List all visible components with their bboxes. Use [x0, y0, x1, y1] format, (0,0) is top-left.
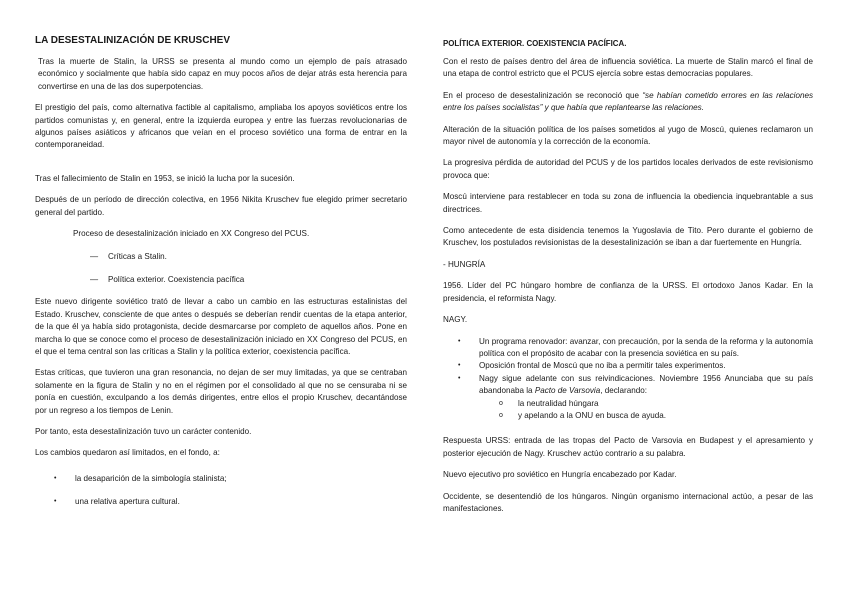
bullet-marker: •: [458, 362, 461, 370]
sub-bullet-marker: o: [499, 411, 503, 419]
sub-list-item-label: y apelando a la ONU en busca de ayuda.: [518, 410, 667, 420]
paragraph-contained: Por tanto, esta desestalinización tuvo un carácter contenido.: [35, 426, 252, 436]
list-item-label: una relativa apertura cultural.: [75, 497, 180, 507]
list-item: [443, 373, 813, 398]
paragraph-kruschev-elected: Después de un período de dirección colectiva, en 1956 Nikita Kruschev fue elegido primer secretario general del partido.: [35, 195, 407, 217]
paragraph-urss-response: Respuesta URSS: entrada de las tropas del Pacto de Varsovia en Budapest y el apresamiento y posterior ejecución de Nagy. Kruschev actúo contrario a su palabra.: [443, 436, 813, 458]
dash-marker: —: [90, 252, 99, 262]
paragraph-soviet-area: Con el resto de países dentro del área de influencia soviética. La muerte de Stalin marcó el final de una etapa de control estricto que el PCUS ejercía sobre estas democracias populares.: [443, 57, 813, 79]
paragraph-1956: 1956. Líder del PC húngaro hombre de confianza de la URSS. El ortodoxo Janos Kadar. En la presidencia, el reformista Nagy.: [443, 281, 813, 303]
dash-item-label: Críticas a Stalin.: [108, 252, 167, 262]
right-column: [443, 38, 813, 515]
paragraph-prestige: El prestigio del país, como alternativa factible al capitalismo, ampliaba los apoyos soviéticos entre los partidos comunistas y, en general, entre la izquierda europea y entre las fuerzas revolucionarias de algunos países asiáticos y africanos que veían en el proceso soviético una forma de entrar en la contemporaneidad.: [35, 103, 407, 150]
paragraph-new-executive: Nuevo ejecutivo pro soviético en Hungría encabezado por Kadar.: [443, 470, 677, 480]
section-title-foreign-policy: POLÍTICA EXTERIOR. COEXISTENCIA PACÍFICA.: [443, 39, 627, 48]
dash-item-label: Política exterior. Coexistencia pacífica: [108, 274, 245, 284]
document-title: LA DESESTALINIZACIÓN DE KRUSCHEV: [35, 35, 231, 46]
section-label-nagy: NAGY.: [443, 315, 468, 325]
bullet-marker: •: [54, 498, 57, 506]
paragraph-alteration: Alteración de la situación política de los países sometidos al yugo de Moscú, quienes reclamaron un mayor nivel de autonomía y la corrección de la economía.: [443, 124, 813, 147]
list-item-label: la desaparición de la simbología stalinista;: [75, 473, 227, 483]
left-column: [35, 35, 407, 520]
list-item: [443, 360, 813, 372]
paragraph-yugoslavia: Como antecedente de esta disidencia tenemos la Yugoslavia de Tito. Pero durante el gobierno de Kruschev, los postulados revisionistas de la desestalinización se iban a dar fuertemente en Hungría.: [443, 226, 813, 248]
paragraph-changes-limited: Los cambios quedaron así limitados, en el fondo, a:: [35, 448, 220, 458]
dash-marker: —: [90, 274, 99, 284]
bullet-marker: •: [458, 337, 461, 345]
sub-list-item: [443, 398, 813, 410]
sub-bullet-marker: o: [499, 399, 503, 407]
paragraph-succession: Tras el fallecimiento de Stalin en 1953, se inició la lucha por la sucesión.: [35, 173, 295, 183]
sub-list-item: [443, 410, 813, 422]
paragraph-intro: Tras la muerte de Stalin, la URSS se presenta al mundo como un ejemplo de país atrasado económico y socialmente que había sido capaz en muy pocos años de dejar atrás esta herencia para convertirse en una de las dos superpotencias.: [38, 57, 407, 91]
errors-quote: “se habían cometido errores en las relaciones entre los países socialistas” y que había que replantearse las relaciones.: [443, 90, 813, 113]
list-item: [443, 336, 813, 361]
list-item-italic: Pacto de Varsovia: [534, 386, 601, 396]
list-item-label: Un programa renovador: avanzar, con precaución, por la senda de la reforma y la autonomía política con el propósito de acabar con la presencia soviética en su país.: [479, 336, 813, 358]
paragraph-moscow-intervenes: Moscú interviene para restablecer en toda su zona de influencia la obediencia inquebrantable a sus directrices.: [443, 192, 813, 214]
list-item: [35, 473, 407, 485]
paragraph-occident: Occidente, se desentendió de los húngaros. Ningún organismo internacional actúo, a pesar de las manifestaciones.: [443, 491, 813, 513]
list-item-text: Nagy sigue adelante con sus reivindicaciones. Noviembre 1956 Anunciaba que su país abandonaba la: [479, 373, 813, 396]
bullet-marker: •: [458, 374, 461, 382]
section-label-hungria: - HUNGRÍA: [443, 259, 486, 269]
errors-text: En el proceso de desestalinización se reconoció que: [443, 90, 640, 100]
paragraph-new-leader: Este nuevo dirigente soviético trató de llevar a cabo un cambio en las estructuras estalinistas del Estado. Kruschev, consciente de que antes o después se deberían rendir cuentas de la etapa anterior, de la que él ya había sido protagonista, decide desmarcarse por completo de aquellos años. Pone en marcha lo que se conoce como el proceso de desestalinización iniciado en XX Congreso del PCUS, en el que el tema central son las críticas a Stalin y la política exterior, coexistencia pacífica.: [35, 297, 407, 356]
paragraph-process: Proceso de desestalinización iniciado en XX Congreso del PCUS.: [73, 229, 310, 239]
dash-item-critics: [35, 251, 407, 263]
paragraph-loss-authority: La progresiva pérdida de autoridad del PCUS y de los partidos locales derivados de este revisionismo provoca que:: [443, 158, 813, 180]
list-item-label: Oposición frontal de Moscú que no iba a permitir tales experimentos.: [479, 361, 726, 371]
dash-item-foreign-policy: [35, 274, 407, 286]
bullet-marker: •: [54, 474, 57, 482]
list-item-text-end: , declarando:: [600, 386, 647, 396]
paragraph-errors-recognized: [443, 90, 813, 115]
sub-list-item-label: la neutralidad húngara: [518, 398, 599, 408]
list-item: [35, 496, 407, 508]
paragraph-critics-limited: Estas críticas, que tuvieron una gran resonancia, no dejan de ser muy limitadas, ya que se centraban solamente en la figura de Stalin y no en el régimen por el consolidado al que no se censuraba ni se ponía en cuestión, exculpando a los demás dirigentes, entre ellos el propio Kruschev, decantándose por un regreso a los tiempos de Lenin.: [35, 368, 407, 415]
